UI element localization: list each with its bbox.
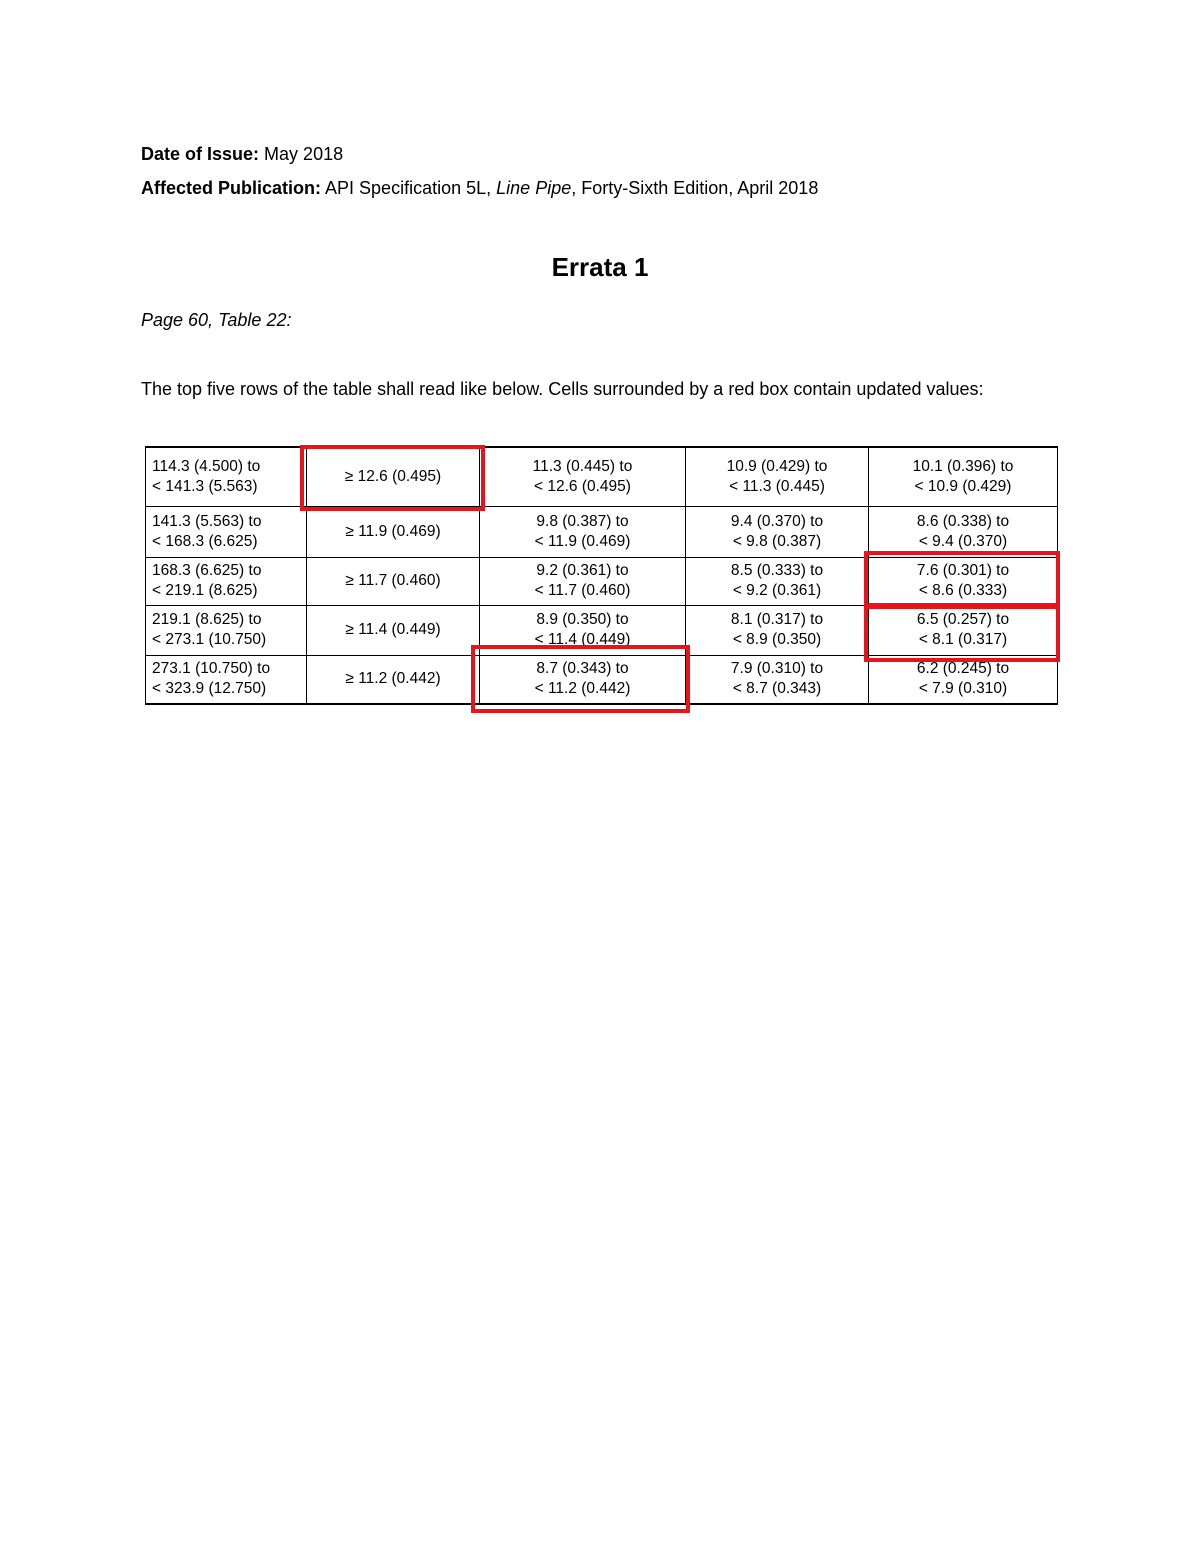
affected-publication-line [141, 177, 818, 199]
table-cell-line: 9.8 (0.387) to [536, 512, 629, 530]
table-cell-line: 6.5 (0.257) to [916, 611, 1010, 628]
table-row [146, 557, 1058, 605]
table-cell-thickness [686, 655, 869, 704]
table-cell-line: < 11.4 (0.449) [534, 631, 631, 648]
table-cell-line: < 8.9 (0.350) [732, 631, 822, 648]
table-cell-thickness [686, 506, 869, 557]
table-cell-line: 8.9 (0.350) to [536, 611, 629, 628]
table-cell-thickness [480, 506, 686, 557]
table-cell-size-range [146, 506, 307, 557]
publication-prefix: API Specification 5L, [325, 178, 492, 198]
table-cell-line: 114.3 (4.500) to [152, 457, 261, 475]
table-cell-thickness [307, 655, 480, 704]
table-cell-line: 7.9 (0.310) to [730, 660, 824, 678]
table-cell-thickness [307, 605, 480, 655]
table-cell-size-range [146, 447, 307, 506]
publication-suffix: , Forty-Sixth Edition, April 2018 [571, 178, 819, 198]
table-cell-line: 168.3 (6.625) to [152, 562, 262, 579]
table-cell-line: < 141.3 (5.563) [152, 477, 258, 495]
table-cell-size-range [146, 605, 307, 655]
table-row [146, 506, 1058, 557]
table-row [146, 447, 1058, 506]
errata-table-wrapper [145, 446, 1057, 705]
errata-title: Errata 1 [551, 252, 649, 282]
table-row [146, 605, 1058, 655]
affected-publication-label: Affected Publication: [141, 178, 322, 198]
table-cell-thickness [686, 605, 869, 655]
table-cell-line: < 8.7 (0.343) [732, 680, 822, 698]
table-cell-thickness [686, 557, 869, 605]
page-reference: Page 60, Table 22: [141, 310, 292, 330]
table-cell-line: < 168.3 (6.625) [152, 532, 258, 550]
table-cell-line: 8.5 (0.333) to [730, 562, 824, 579]
table-cell-line: 11.3 (0.445) to [532, 457, 633, 475]
table-cell-line: 10.9 (0.429) to [726, 457, 828, 475]
table-cell-size-range [146, 655, 307, 704]
table-cell-thickness [480, 605, 686, 655]
table-cell-line: < 12.6 (0.495) [534, 477, 631, 495]
table-cell-size-range [146, 557, 307, 605]
table-cell-line: 6.2 (0.245) to [916, 660, 1010, 678]
table-cell-thickness [480, 557, 686, 605]
table-cell-thickness [869, 605, 1058, 655]
table-cell-thickness [480, 655, 686, 704]
table-cell-thickness [307, 557, 480, 605]
table-cell-line: < 11.3 (0.445) [729, 477, 825, 495]
table-cell-line: 9.4 (0.370) to [730, 512, 824, 530]
date-of-issue-label: Date of Issue: [141, 144, 260, 164]
table-cell-line: 9.2 (0.361) to [536, 562, 629, 579]
table-cell-line: 8.7 (0.343) to [536, 660, 629, 678]
errata-table [145, 446, 1058, 705]
table-cell-line: < 11.7 (0.460) [534, 582, 631, 599]
table-cell-line: ≥ 11.4 (0.449) [345, 621, 441, 638]
table-cell-line: < 10.9 (0.429) [914, 477, 1012, 495]
table-cell-thickness [480, 447, 686, 506]
table-cell-thickness [869, 655, 1058, 704]
table-cell-line: ≥ 11.2 (0.442) [345, 670, 441, 688]
table-cell-line: < 9.2 (0.361) [732, 582, 822, 599]
intro-paragraph: The top five rows of the table shall read like below. Cells surrounded by a red box contain updated values: [141, 379, 984, 399]
table-cell-thickness [869, 557, 1058, 605]
table-cell-thickness [869, 506, 1058, 557]
date-of-issue-value: May 2018 [264, 144, 344, 164]
table-cell-line: < 8.1 (0.317) [918, 631, 1008, 648]
table-cell-line: ≥ 11.9 (0.469) [345, 522, 441, 540]
table-cell-thickness [307, 447, 480, 506]
table-cell-line: < 9.4 (0.370) [918, 532, 1008, 550]
table-cell-line: 8.6 (0.338) to [916, 512, 1010, 530]
table-cell-line: 219.1 (8.625) to [152, 611, 262, 628]
table-cell-line: 7.6 (0.301) to [916, 562, 1010, 579]
table-cell-line: < 219.1 (8.625) [152, 582, 258, 599]
table-cell-thickness [686, 447, 869, 506]
table-cell-line: < 11.9 (0.469) [534, 532, 631, 550]
table-cell-line: 8.1 (0.317) to [730, 611, 824, 628]
date-of-issue-line [141, 143, 343, 165]
table-cell-line: 141.3 (5.563) to [152, 512, 262, 530]
table-cell-thickness [307, 506, 480, 557]
table-cell-line: < 8.6 (0.333) [918, 582, 1008, 599]
table-cell-line: < 11.2 (0.442) [534, 680, 631, 698]
table-cell-line: ≥ 11.7 (0.460) [345, 572, 441, 589]
table-cell-line: 273.1 (10.750) to [152, 660, 271, 678]
publication-title: Line Pipe [496, 178, 572, 198]
table-cell-line: < 7.9 (0.310) [918, 680, 1008, 698]
table-cell-line: < 323.9 (12.750) [152, 680, 267, 698]
table-cell-line: < 9.8 (0.387) [732, 532, 822, 550]
table-cell-thickness [869, 447, 1058, 506]
table-cell-line: < 273.1 (10.750) [152, 631, 267, 648]
table-cell-line: ≥ 12.6 (0.495) [344, 467, 442, 485]
table-cell-line: 10.1 (0.396) to [912, 457, 1014, 475]
table-row [146, 655, 1058, 704]
